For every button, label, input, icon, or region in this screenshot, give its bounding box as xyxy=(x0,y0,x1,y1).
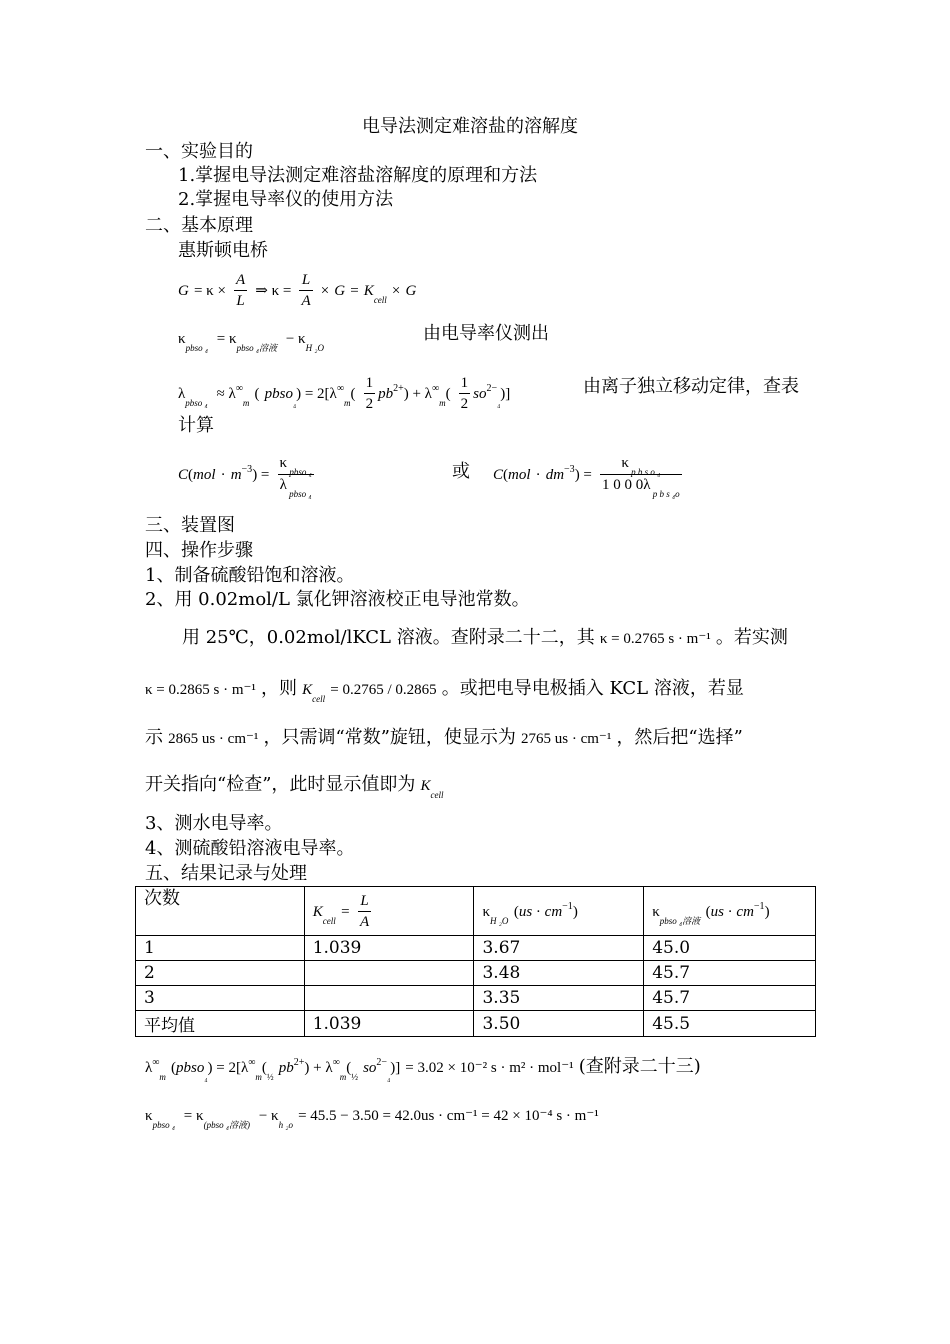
cell-count: 平均值 xyxy=(136,1011,305,1037)
para-line-3 xyxy=(145,726,743,750)
page-title: 电导法测定难溶盐的溶解度 xyxy=(362,116,578,137)
section-heading-apparatus: 三、装置图 xyxy=(145,515,235,536)
lambda-note: (查附录二十三) xyxy=(578,1056,701,1077)
formula-kappa-pbso4: $\kappa_{pbso _4} = \kappa_{pbso _4溶液} - \kappa_{H _2O}$ xyxy=(178,331,324,353)
note-lambda-2: 计算 xyxy=(178,415,214,436)
para-line-1 xyxy=(182,626,788,650)
kappa-measured: κ = 0.2865 s · m⁻¹ xyxy=(145,682,256,698)
cell-kappa-pbso4: 45.5 xyxy=(644,1011,816,1037)
cell-count: 1 xyxy=(136,936,305,961)
bridge-text: 惠斯顿电桥 xyxy=(178,240,268,261)
para-text: 示 xyxy=(145,727,163,748)
section-heading-steps: 四、操作步骤 xyxy=(145,540,253,561)
para-text: 。或把电导电极插入 KCL 溶液，若显 xyxy=(441,678,744,699)
formula-lambda: $\lambda_{pbso _4} \approx \lambda^\infty_m$ ( pbso$_{_4}$) = $2[\lambda^\infty_m$( $\frac{1}{2}$ $pb^{2+}) + \lambda^\infty_m$( $\frac{1}{2}$ $so^{2-}_{_4}$)] xyxy=(178,375,511,412)
cell-kappa-h2o: 3.50 xyxy=(474,1011,644,1037)
cell-kappa-pbso4: 45.7 xyxy=(644,961,816,986)
section-heading-aim: 一、实验目的 xyxy=(145,141,253,162)
cell-kappa-h2o: 3.67 xyxy=(474,936,644,961)
note-kappa: 由电导率仪测出 xyxy=(423,323,549,344)
cell-kcell xyxy=(304,961,474,986)
formula-concentration-m3: $C(mol \cdot m^{-3})$ = $\frac{\kappa _{pbso _4}}{\lambda _{pbso _4}}$ xyxy=(178,455,312,499)
table-row xyxy=(136,961,816,986)
formula-lambda-result: $\lambda^\infty_m$ (pbso$_{_4}$) = $2[\lambda^\infty_m(_{\frac{1}{2}}$ $pb^{2+}) + \lambda^\infty_m(_{\frac{1}{2}}$ $so^{2-}_{_4})] = 3.02 \times 10^{-2}$ s · m² · mol⁻¹ (查附录二十三) xyxy=(145,1056,701,1082)
results-table xyxy=(135,886,816,1037)
formula-conductance: G = κ × $\frac{A}{L}$ ⇒ κ = $\frac{L}{A}$ × $G = K_{cell} \times G$ xyxy=(178,272,417,309)
para-text: 开关指向“检查”，此时显示值即为 xyxy=(145,774,416,795)
para-text: ，则 xyxy=(261,678,298,699)
cell-kcell: 1.039 xyxy=(304,1011,474,1037)
header-count: 次数 xyxy=(136,887,305,936)
lambda-result-value: = 3.02 × 10⁻² s · m² · mol⁻¹ xyxy=(405,1060,574,1076)
table-row xyxy=(136,1011,816,1037)
display-value-2: 2765 us · cm⁻¹ xyxy=(521,731,612,747)
step-3: 3、测水电导率。 xyxy=(145,813,283,834)
cell-count: 3 xyxy=(136,986,305,1011)
table-header-row xyxy=(136,887,816,936)
cell-kcell xyxy=(304,986,474,1011)
cell-kappa-h2o: 3.48 xyxy=(474,961,644,986)
kappa-result-value: = 45.5 − 3.50 = 42.0us · cm⁻¹ = 42 × 10⁻⁴ s · m⁻¹ xyxy=(298,1108,599,1124)
note-lambda-1: 由离子独立移动定律，查表 xyxy=(583,376,799,397)
table-row xyxy=(136,936,816,961)
cell-kappa-pbso4: 45.0 xyxy=(644,936,816,961)
display-value-1: 2865 us · cm⁻¹ xyxy=(168,731,259,747)
para-text: 。若实测 xyxy=(715,627,788,648)
step-4: 4、测硫酸铅溶液电导率。 xyxy=(145,838,355,859)
kcell-ratio: = 0.2765 / 0.2865 xyxy=(330,682,437,698)
section-heading-principle: 二、基本原理 xyxy=(145,215,253,236)
step-1: 1、制备硫酸铅饱和溶液。 xyxy=(145,565,355,586)
para-text: ，只需调“常数”旋钮，使显示为 xyxy=(263,727,516,748)
kappa-reference: κ = 0.2765 s · m⁻¹ xyxy=(599,631,711,647)
header-kappa-pbso4: $\kappa_{pbso _4溶液}$ $(us \cdot cm^{-1})$ xyxy=(644,887,816,936)
aim-item-2: 2.掌握电导率仪的使用方法 xyxy=(178,189,394,210)
cell-kappa-pbso4: 45.7 xyxy=(644,986,816,1011)
cell-kcell: 1.039 xyxy=(304,936,474,961)
aim-item-1: 1.掌握电导法测定难溶盐溶解度的原理和方法 xyxy=(178,165,538,186)
step-2: 2、用 0.02mol/L 氯化钾溶液校正电导池常数。 xyxy=(145,589,530,610)
section-heading-results: 五、结果记录与处理 xyxy=(145,863,307,884)
para-line-4: 开关指向“检查”，此时显示值即为 $K_{cell}$ xyxy=(145,774,444,800)
formula-concentration-dm3: $C(mol \cdot dm^{-3})$ = $\frac{\kappa _{p b s o _4}}{1 0 0 0\lambda _{p b s _4o}}$ xyxy=(493,455,680,499)
para-line-2: κ = 0.2865 s · m⁻¹ ，则 $K_{cell} = 0.2765 / 0.2865$ 。或把电导电极插入 KCL 溶液，若显 xyxy=(145,678,744,704)
table-row xyxy=(136,986,816,1011)
or-text: 或 xyxy=(452,461,470,482)
para-text: 用 25℃，0.02mol/lKCL 溶液。查附录二十二，其 xyxy=(182,627,595,648)
para-text: ，然后把“选择” xyxy=(616,727,743,748)
cell-count: 2 xyxy=(136,961,305,986)
header-kappa-h2o: $\kappa_{H _2O}$ $(us \cdot cm^{-1})$ xyxy=(474,887,644,936)
cell-kappa-h2o: 3.35 xyxy=(474,986,644,1011)
header-kcell: $K_{cell}$ = $\frac{L}{A}$ xyxy=(304,887,474,936)
formula-kappa-result: $\kappa_{pbso _4} = \kappa_{(pbso _4溶液)} - \kappa_{h _2o} = 45.5 - 3.50 = 42.0us \cdot cm^{-1} = 42 \times 10^{-4}$ s · m⁻¹ xyxy=(145,1108,599,1130)
